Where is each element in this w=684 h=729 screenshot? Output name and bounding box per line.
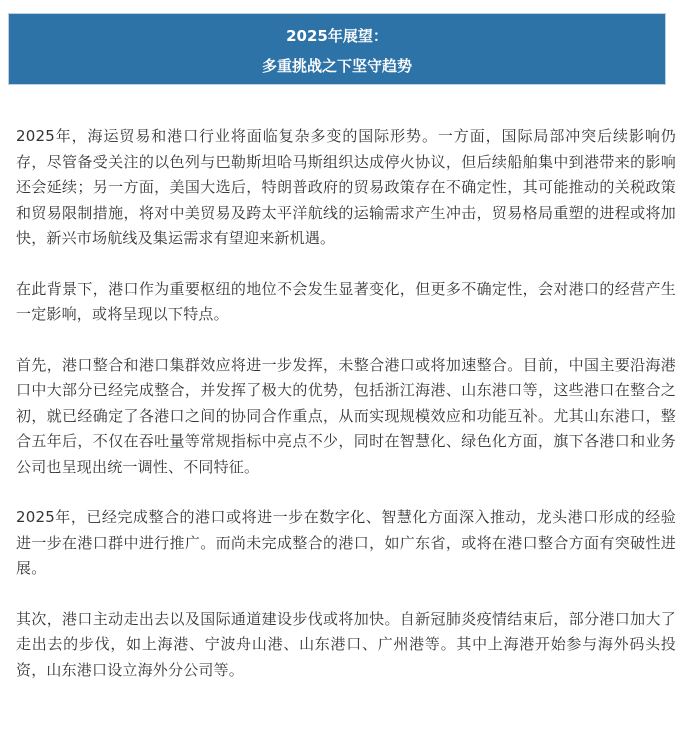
banner-title-line-1: 2025年展望： bbox=[286, 27, 388, 45]
paragraph-going-global: 其次，港口主动走出去以及国际通道建设步伐或将加快。自新冠肺炎疫情结束后，部分港口加大了走出去的步伐，如上海港、宁波舟山港、山东港口、广州港等。其中上海港开始参与海外码头投资，山东港口设立海外分公司等。 bbox=[16, 609, 676, 679]
paragraph-port-integration: 首先，港口整合和港口集群效应将进一步发挥，未整合港口或将加速整合。目前，中国主要沿海港口中大部分已经完成整合，并发挥了极大的优势，包括浙江海港、山东港口等，这些港口在整合之初，就已经确定了各港口之间的协同合作重点，从而实现规模效应和功能互补。尤其山东港口，整合五年后，不仅在吞吐量等常规指标中亮点不少，同时在智慧化、绿色化方面，旗下各港口和业务公司也呈现出统一调性、不同特征。 bbox=[16, 355, 676, 476]
banner-title-line-2: 多重挑战之下坚守趋势 bbox=[261, 57, 412, 75]
section-banner bbox=[8, 13, 666, 85]
article-body bbox=[16, 124, 676, 683]
paragraph-background: 在此背景下，港口作为重要枢纽的地位不会发生显著变化，但更多不确定性，会对港口的经营产生一定影响，或将呈现以下特点。 bbox=[16, 279, 676, 323]
paragraph-outlook-intro: 2025年，海运贸易和港口行业将面临复杂多变的国际形势。一方面，国际局部冲突后续影响仍存，尽管备受关注的以色列与巴勒斯坦哈马斯组织达成停火协议，但后续船舶集中到港带来的影响还会延续；另一方面，美国大选后，特朗普政府的贸易政策存在不确定性，其可能推动的关税政策和贸易限制措施，将对中美贸易及跨太平洋航线的运输需求产生冲击，贸易格局重塑的进程或将加快，新兴市场航线及集运需求有望迎来新机遇。 bbox=[16, 127, 676, 247]
paragraph-digitalization: 2025年，已经完成整合的港口或将进一步在数字化、智慧化方面深入推动，龙头港口形成的经验进一步在港口群中进行推广。而尚未完成整合的港口，如广东省，或将在港口整合方面有突破性进展。 bbox=[16, 508, 676, 577]
